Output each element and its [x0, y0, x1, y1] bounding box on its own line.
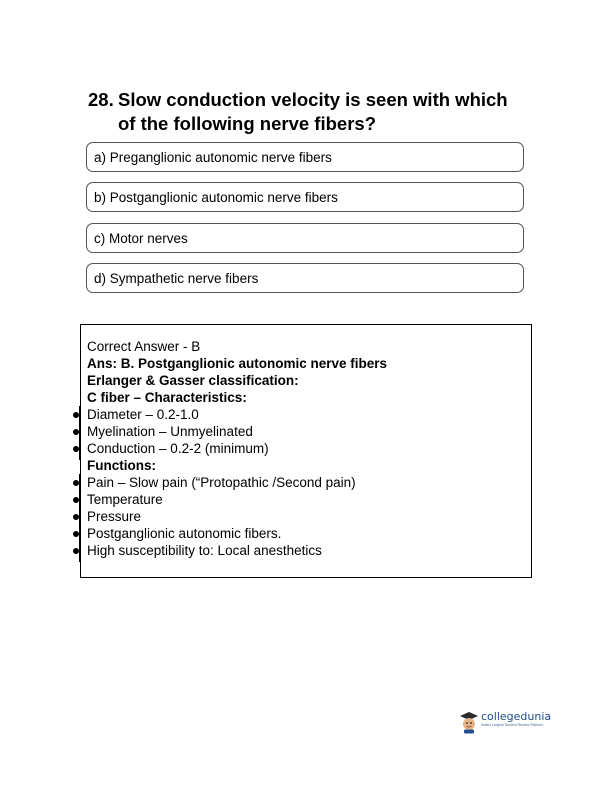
bullet-list-rule — [79, 406, 80, 460]
function-item: Pressure — [87, 509, 142, 524]
characteristics-heading: C fiber – Characteristics: — [87, 390, 247, 405]
bullet-icon — [73, 531, 79, 537]
question-number: 28. — [88, 89, 114, 110]
option-a[interactable]: a) Preganglionic autonomic nerve fibers — [86, 142, 524, 172]
function-item: Pain – Slow pain (“Protopathic /Second pain) — [87, 475, 356, 490]
bullet-icon — [73, 429, 79, 435]
bullet-icon — [73, 497, 79, 503]
logo-text: collegedunia — [481, 710, 552, 723]
characteristic-item: Conduction – 0.2-2 (minimum) — [87, 441, 269, 456]
bullet-icon — [73, 446, 79, 452]
classification-heading: Erlanger & Gasser classification: — [87, 373, 299, 388]
option-d[interactable]: d) Sympathetic nerve fibers — [86, 263, 524, 293]
characteristic-item: Myelination – Unmyelinated — [87, 424, 253, 439]
correct-answer: Correct Answer - B — [87, 339, 201, 354]
collegedunia-logo[interactable] — [459, 709, 561, 735]
characteristic-item: Diameter – 0.2-1.0 — [87, 407, 199, 422]
bullet-list-rule — [79, 474, 80, 562]
function-item: Temperature — [87, 492, 163, 507]
option-b[interactable]: b) Postganglionic autonomic nerve fibers — [86, 182, 524, 212]
graduate-mascot-icon — [459, 710, 479, 734]
question-text: Slow conduction velocity is seen with which of the following nerve fibers? — [118, 89, 508, 134]
bullet-icon — [73, 412, 79, 418]
bullet-icon — [73, 514, 79, 520]
logo-tagline: India's Largest Student Review Platform — [481, 723, 544, 727]
function-item: Postganglionic autonomic fibers. — [87, 526, 282, 541]
option-c[interactable]: c) Motor nerves — [86, 223, 524, 253]
question-title — [88, 88, 528, 136]
bullet-icon — [73, 480, 79, 486]
function-item: High susceptibility to: Local anesthetics — [87, 543, 322, 558]
functions-heading: Functions: — [87, 458, 156, 473]
bullet-icon — [73, 548, 79, 554]
answer-explanation-title: Ans: B. Postganglionic autonomic nerve fibers — [87, 356, 388, 371]
